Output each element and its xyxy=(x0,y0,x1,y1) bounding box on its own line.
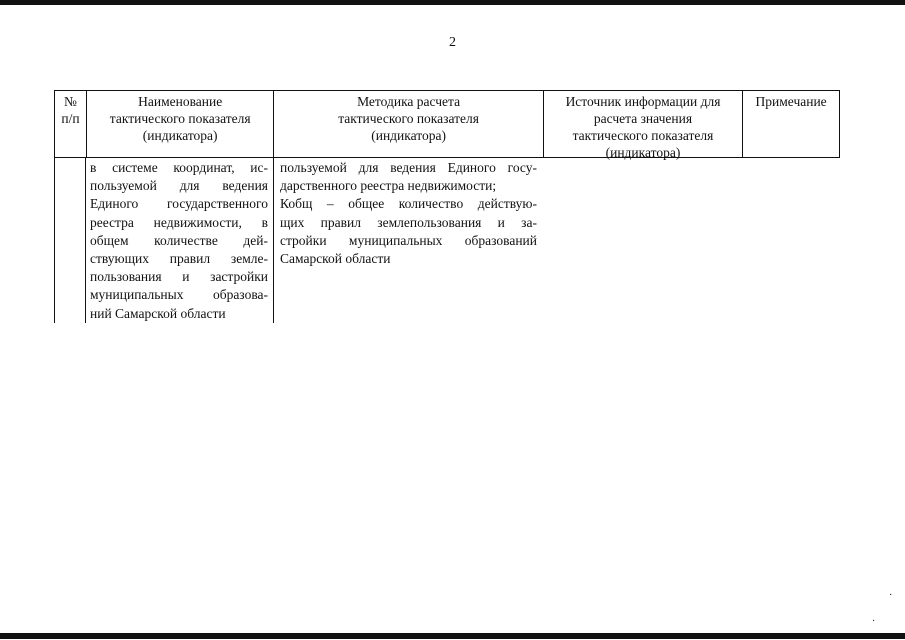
header-number: № п/п xyxy=(61,94,80,126)
header-note: Примечание xyxy=(742,91,839,157)
cell-note xyxy=(743,158,840,323)
table-header-row xyxy=(54,90,840,158)
header-indicator-name: Наименование тактического показателя (индикатора) xyxy=(86,91,274,157)
cell-calculation-method xyxy=(273,158,543,323)
text-line: общем количестве дей- xyxy=(90,232,268,248)
text-line: пользуемой для ведения xyxy=(90,178,268,194)
text-line: щих правил землепользования и за- xyxy=(280,214,537,230)
text-line: в системе координат, ис- xyxy=(90,160,268,175)
scan-speck: · xyxy=(889,590,893,601)
text-line: стройки муниципальных образований xyxy=(280,232,537,248)
text-line: Кобщ – общее количество действую- xyxy=(280,196,537,212)
table-body-row xyxy=(54,158,840,323)
cell-number xyxy=(54,158,85,323)
top-border xyxy=(0,0,905,5)
scan-speck: · xyxy=(872,616,876,627)
cell-indicator-name xyxy=(85,158,273,323)
text-line: ствующих правил земле- xyxy=(90,251,268,267)
cell-information-source xyxy=(543,158,743,323)
text-line: реестра недвижимости, в xyxy=(90,214,268,230)
text-line: дарственного реестра недвижимости; xyxy=(280,178,497,194)
bottom-border xyxy=(0,633,905,639)
text-line: ний Самарской области xyxy=(90,305,226,321)
text-line: пользуемой для ведения Единого госу- xyxy=(280,160,537,175)
header-information-source: Источник информации для расчета значения тактического показателя (индикатора) xyxy=(543,91,742,157)
text-line: муниципальных образова- xyxy=(90,287,268,303)
text-line: Самарской области xyxy=(280,251,391,267)
page-number: 2 xyxy=(449,35,456,50)
text-line: пользования и застройки xyxy=(90,269,268,285)
header-calculation-method: Методика расчета тактического показателя (индикатора) xyxy=(273,91,542,157)
text-line: Единого государственного xyxy=(90,196,268,212)
